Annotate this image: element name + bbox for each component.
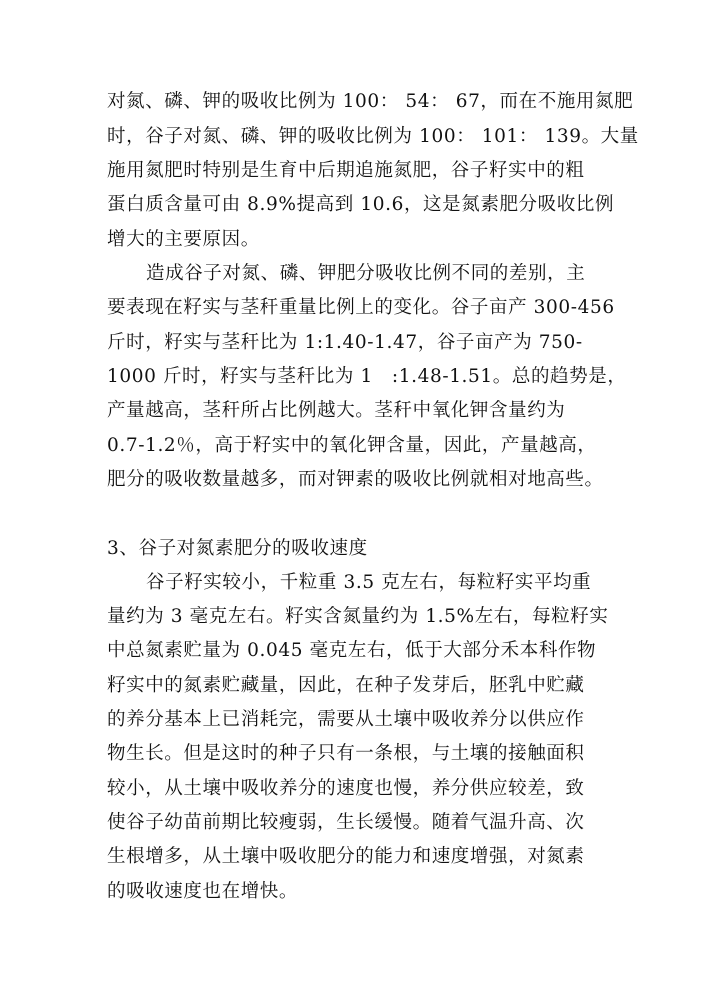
text-line: 量约为 3 毫克左右。籽实含氮量约为 1.5%左右，每粒籽实: [107, 606, 609, 627]
text-line: 增大的主要原因。: [107, 229, 260, 250]
text-line: 较小，从土壤中吸收养分的速度也慢，养分供应较差，致: [107, 778, 585, 799]
text-line: 要表现在籽实与茎秆重量比例上的变化。谷子亩产 300-456: [107, 297, 615, 318]
paragraph-first-line: 谷子籽实较小，千粒重 3.5 克左右，每粒籽实平均重: [146, 572, 592, 593]
text-line: 使谷子幼苗前期比较瘦弱，生长缓慢。随着气温升高、次: [107, 812, 585, 833]
text-line: 蛋白质含量可由 8.9%提高到 10.6，这是氮素肥分吸收比例: [107, 194, 615, 215]
text-line: 物生长。但是这时的种子只有一条根，与土壤的接触面积: [107, 743, 585, 764]
text-line: 时，谷子对氮、磷、钾的吸收比例为 100： 101： 139。大量: [107, 126, 639, 147]
text-line: 的养分基本上已消耗完，需要从土壤中吸收养分以供应作: [107, 709, 585, 730]
text-line: 产量越高，茎秆所占比例越大。茎秆中氧化钾含量约为: [107, 400, 566, 421]
text-line: 中总氮素贮量为 0.045 毫克左右，低于大部分禾本科作物: [107, 640, 597, 661]
text-line: 生根增多，从土壤中吸收肥分的能力和速度增强，对氮素: [107, 846, 585, 867]
text-line: 的吸收速度也在增快。: [107, 881, 299, 902]
text-line: 施用氮肥时特别是生育中后期追施氮肥，谷子籽实中的粗: [107, 160, 585, 181]
section-heading: 3、谷子对氮素肥分的吸收速度: [107, 538, 368, 559]
text-line: 对氮、磷、钾的吸收比例为 100： 54： 67，而在不施用氮肥: [107, 91, 634, 112]
paragraph-first-line: 造成谷子对氮、磷、钾肥分吸收比例不同的差别，主: [146, 263, 586, 284]
text-line: 肥分的吸收数量越多，而对钾素的吸收比例就相对地高些。: [107, 469, 604, 490]
text-line: 籽实中的氮素贮藏量，因此，在种子发芽后，胚乳中贮藏: [107, 675, 585, 696]
text-line: 斤时，籽实与茎秆比为 1:1.40-1.47，谷子亩产为 750-: [107, 332, 583, 353]
text-line: 1000 斤时，籽实与茎秆比为 1 :1.48-1.51。总的趋势是，: [107, 366, 627, 387]
text-line: 0.7-1.2％，高于籽实中的氧化钾含量，因此，产量越高，: [107, 435, 597, 456]
